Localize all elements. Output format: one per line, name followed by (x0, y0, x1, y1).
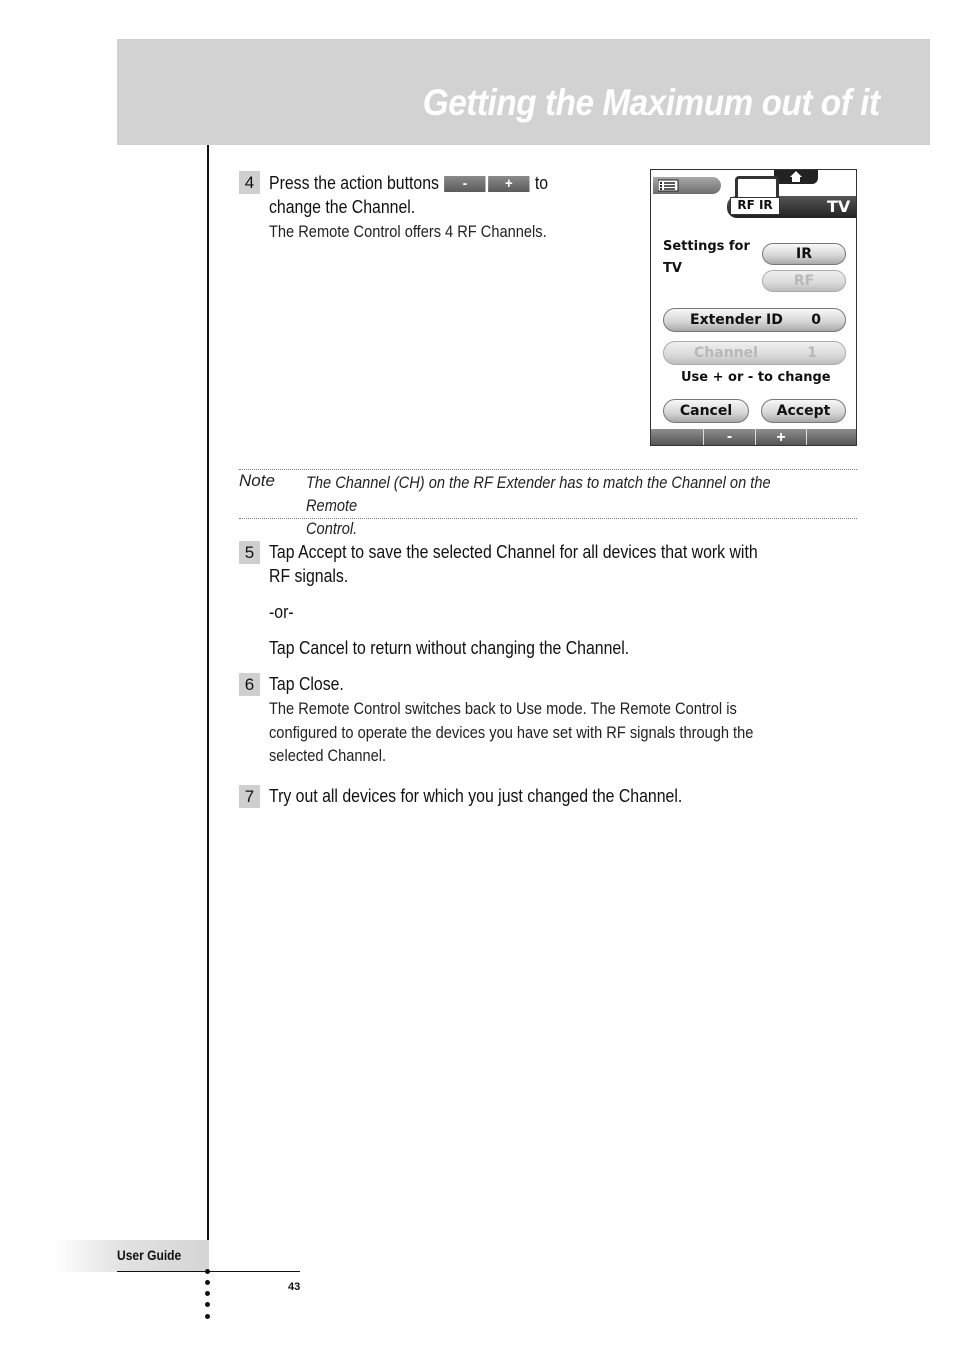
step-5-alt: Tap Cancel to return without changing the Channel. (269, 638, 630, 658)
step-6-sub3: selected Channel. (269, 746, 387, 765)
list-button (653, 177, 721, 194)
inline-plus-button: + (488, 176, 529, 192)
step-6-line1: Tap Close. (269, 674, 344, 694)
cancel-button[interactable]: Cancel (663, 399, 749, 423)
step-4-line1 (269, 171, 548, 195)
decorative-dot (205, 1280, 210, 1285)
step-6-sub1-wrap (269, 696, 813, 721)
step-4-line1-a: Press the action buttons (269, 173, 439, 193)
step-5-or-wrap (269, 600, 297, 624)
note-label: Note (239, 471, 275, 490)
step-4-line1-b: to (534, 173, 549, 193)
settings-label-line1: Settings for (663, 239, 750, 254)
step-7-line1: Try out all devices for which you just changed the Channel. (269, 786, 683, 806)
step-number: 5 (239, 541, 260, 564)
home-icon (790, 171, 802, 182)
extender-id-label: Extender ID (690, 312, 783, 328)
step-6-sub2-wrap (269, 720, 832, 745)
footer-label: User Guide (117, 1247, 182, 1263)
extender-id-value: 0 (811, 312, 821, 328)
note-text (306, 471, 822, 540)
device-name: TV (827, 197, 851, 216)
step-5-line2: RF signals. (269, 566, 349, 586)
decorative-dot (205, 1269, 210, 1274)
channel-label: Channel (694, 345, 758, 361)
step-5-line2-wrap (269, 564, 359, 588)
step-4-line2-wrap (269, 195, 435, 219)
rf-button[interactable]: RF (762, 270, 846, 292)
remote-control-screen (650, 169, 857, 446)
step-4-sub-wrap (269, 219, 592, 244)
step-7-line1-wrap (269, 784, 739, 808)
note-bottom-rule (239, 518, 857, 519)
bottom-divider (806, 429, 807, 446)
decorative-dot (205, 1302, 210, 1307)
page-number: 43 (288, 1281, 301, 1293)
list-icon (658, 179, 680, 193)
margin-rule (207, 145, 209, 1272)
step-6-sub3-wrap (269, 743, 405, 768)
ir-button[interactable]: IR (762, 243, 846, 265)
note-top-rule (239, 469, 857, 470)
step-5-line1-wrap (269, 540, 824, 564)
change-instruction: Use + or - to change (681, 370, 831, 385)
accept-button[interactable]: Accept (761, 399, 846, 423)
settings-label-line2: TV (663, 261, 682, 276)
device-plus-button[interactable]: + (776, 429, 786, 446)
extender-id-button[interactable] (663, 308, 846, 332)
step-6-line1-wrap (269, 672, 354, 696)
step-6-sub1: The Remote Control switches back to Use mode. The Remote Control is (269, 699, 737, 718)
decorative-dot (205, 1291, 210, 1296)
device-minus-button[interactable]: - (726, 428, 733, 445)
note-line1: The Channel (CH) on the RF Extender has to match the Channel on the Remote (306, 473, 771, 515)
step-5-or: -or- (269, 602, 294, 622)
rf-ir-tab: RF IR (730, 197, 780, 215)
step-4-sub: The Remote Control offers 4 RF Channels. (269, 222, 547, 241)
step-5-line1: Tap Accept to save the selected Channel for all devices that work with (269, 542, 758, 562)
step-4-line2: change the Channel. (269, 197, 416, 217)
step-4-text (269, 171, 586, 195)
step-number: 7 (239, 785, 260, 808)
home-button (774, 170, 818, 184)
channel-button[interactable] (663, 341, 846, 365)
note-line2: Control. (306, 519, 358, 538)
channel-value: 1 (807, 345, 817, 361)
step-5-alt-wrap (269, 636, 678, 660)
decorative-dot (205, 1314, 210, 1319)
step-6-sub2: configured to operate the devices you have set with RF signals through the (269, 723, 754, 742)
page-title: Getting the Maximum out of it (423, 82, 880, 123)
inline-action-buttons (444, 176, 529, 192)
inline-minus-button: - (444, 176, 485, 192)
step-number: 4 (239, 171, 260, 194)
step-number: 6 (239, 673, 260, 696)
